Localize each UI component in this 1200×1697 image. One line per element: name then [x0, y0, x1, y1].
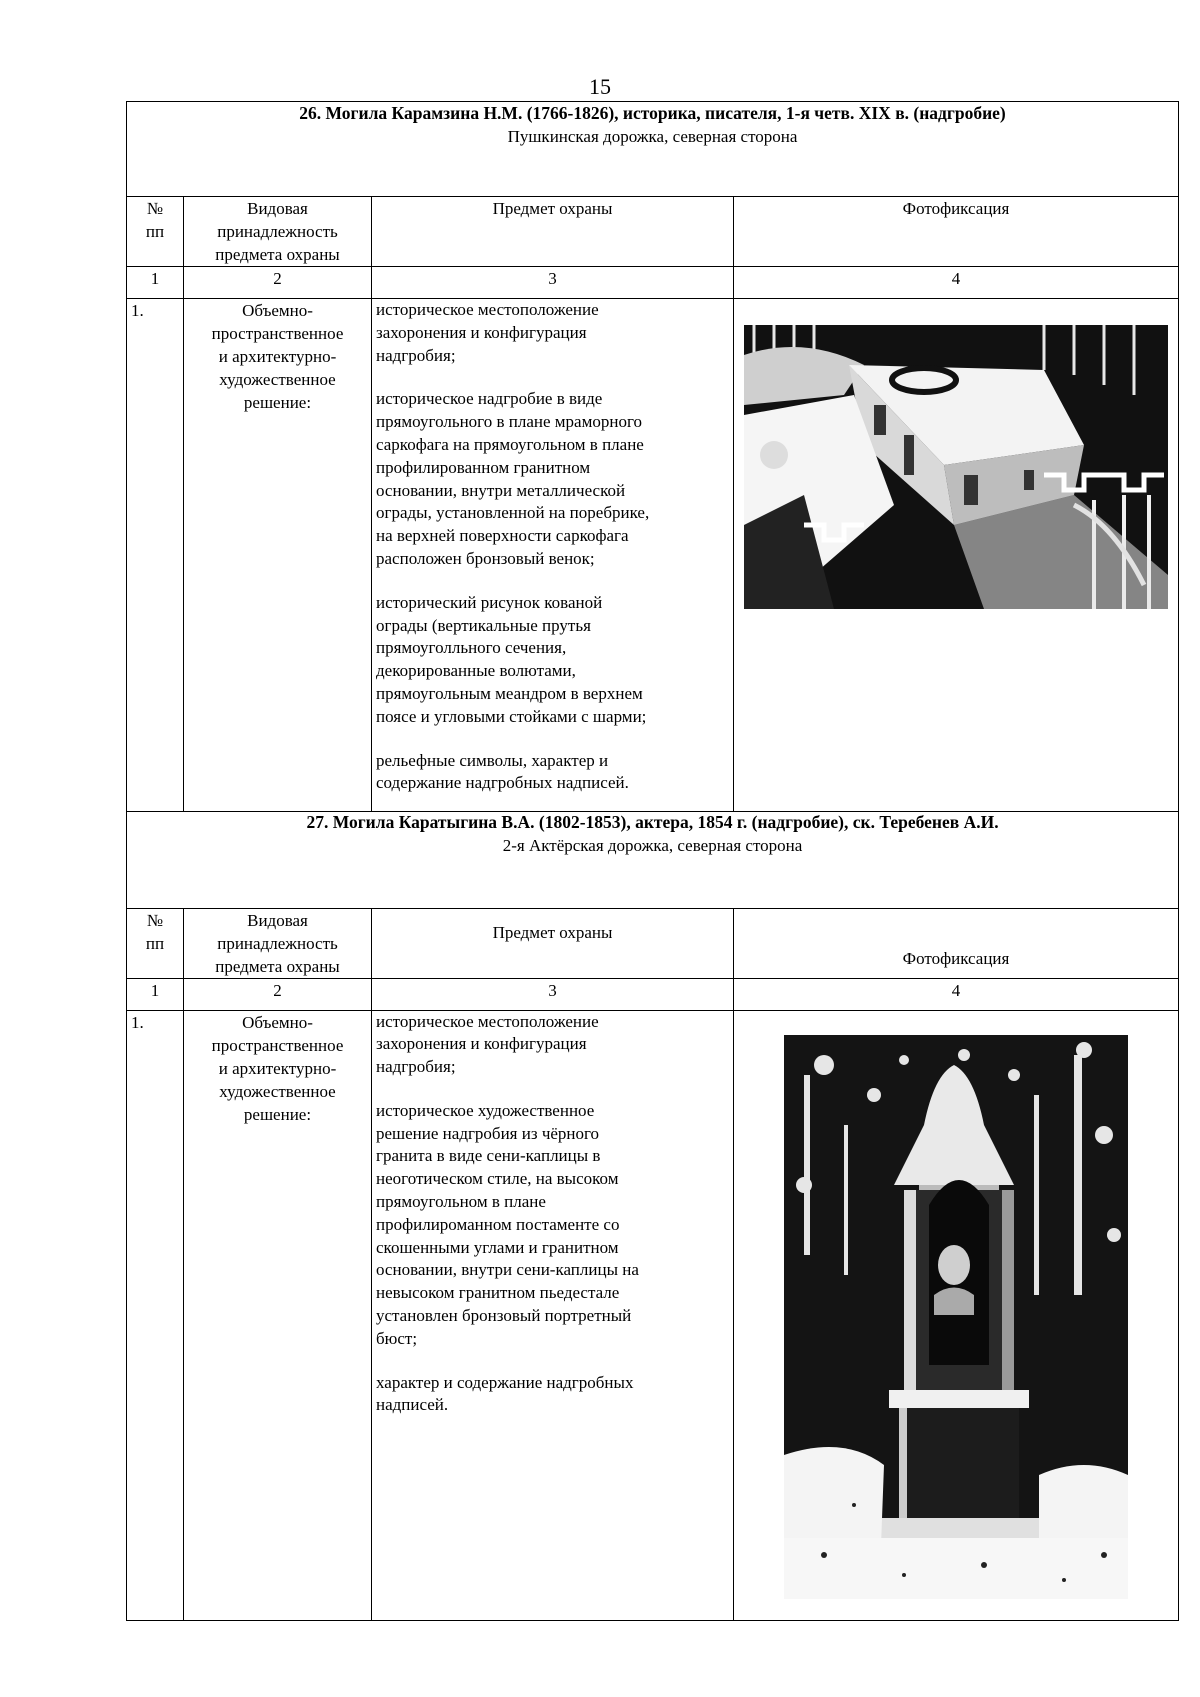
grave-heading — [127, 102, 1179, 197]
col-number-3: 3 — [372, 267, 734, 299]
protection-item: исторический рисунок кованой ограды (вертикальные прутья прямоуголльного сечения, декорированные волютами, прямоугольным меандром в верхнем поясе и угловыми стойками с шарми; — [376, 592, 647, 726]
grave-location: Пушкинская дорожка, северная сторона — [507, 127, 798, 146]
protection-type: Объемно- пространственное и архитектурно- художественное решение: — [184, 1010, 372, 1620]
protection-item: историческое художественное решение надгробия из чёрного гранита в виде сени-каплицы в неоготическом стиле, на высоком прямоугольном в плане профилироманном постаменте со скошенными углами и гранитном основании, внутри сени-каплицы на невысоком гранитном пьедестале установлен бронзовый портретный бюст; — [376, 1100, 639, 1348]
protection-item: историческое местоположение захоронения и конфигурация надгробия; — [376, 1011, 599, 1077]
col-number-4: 4 — [734, 267, 1179, 299]
col-header-subject: Предмет охраны — [372, 197, 734, 267]
col-header-type: Видовая принадлежность предмета охраны — [184, 197, 372, 267]
col-header-subject: Предмет охраны — [372, 908, 734, 978]
col-header-type: Видовая принадлежность предмета охраны — [184, 908, 372, 978]
protection-type: Объемно- пространственное и архитектурно- художественное решение: — [184, 299, 372, 812]
grave-table-26 — [126, 101, 1179, 812]
grave-heading — [127, 811, 1179, 908]
col-number-2: 2 — [184, 267, 372, 299]
grave-title: 26. Могила Карамзина Н.М. (1766-1826), историка, писателя, 1-я четв. XIX в. (надгробие) — [299, 103, 1006, 123]
grave-table-27 — [126, 811, 1179, 1621]
protection-item: историческое местоположение захоронения и конфигурация надгробия; — [376, 300, 599, 365]
col-number-1: 1 — [127, 267, 184, 299]
protection-item: историческое надгробие в виде прямоугольного в плане мраморного саркофага на прямоугольном в плане профилированном гранитном основании, внутри металлической ограды, установленной на поребрике, на верхней поверхности саркофага расположен бронзовый венок; — [376, 389, 650, 568]
protection-items — [372, 1010, 734, 1620]
row-number: 1. — [127, 1010, 184, 1620]
protection-item: характер и содержание надгробных надписей. — [376, 1372, 634, 1415]
photo-cell — [734, 299, 1179, 812]
page-number: 15 — [589, 74, 611, 99]
photo-cell — [734, 1010, 1179, 1620]
col-number-4: 4 — [734, 978, 1179, 1010]
col-number-3: 3 — [372, 978, 734, 1010]
col-header-num: № пп — [127, 908, 184, 978]
grave-location: 2-я Актёрская дорожка, северная сторона — [502, 836, 803, 855]
col-header-photo: Фотофиксация — [734, 197, 1179, 267]
chapel-monument-photo — [784, 1035, 1128, 1599]
row-number: 1. — [127, 299, 184, 812]
col-number-1: 1 — [127, 978, 184, 1010]
protection-item: рельефные символы, характер и содержание надгробных надписей. — [376, 750, 629, 793]
grave-title: 27. Могила Каратыгина В.А. (1802-1853), актера, 1854 г. (надгробие), ск. Теребенев А.И. — [306, 812, 999, 832]
col-header-num: № пп — [127, 197, 184, 267]
protection-items — [372, 299, 734, 812]
col-header-photo: Фотофиксация — [734, 908, 1179, 978]
col-number-2: 2 — [184, 978, 372, 1010]
sarcophagus-photo — [744, 325, 1168, 609]
